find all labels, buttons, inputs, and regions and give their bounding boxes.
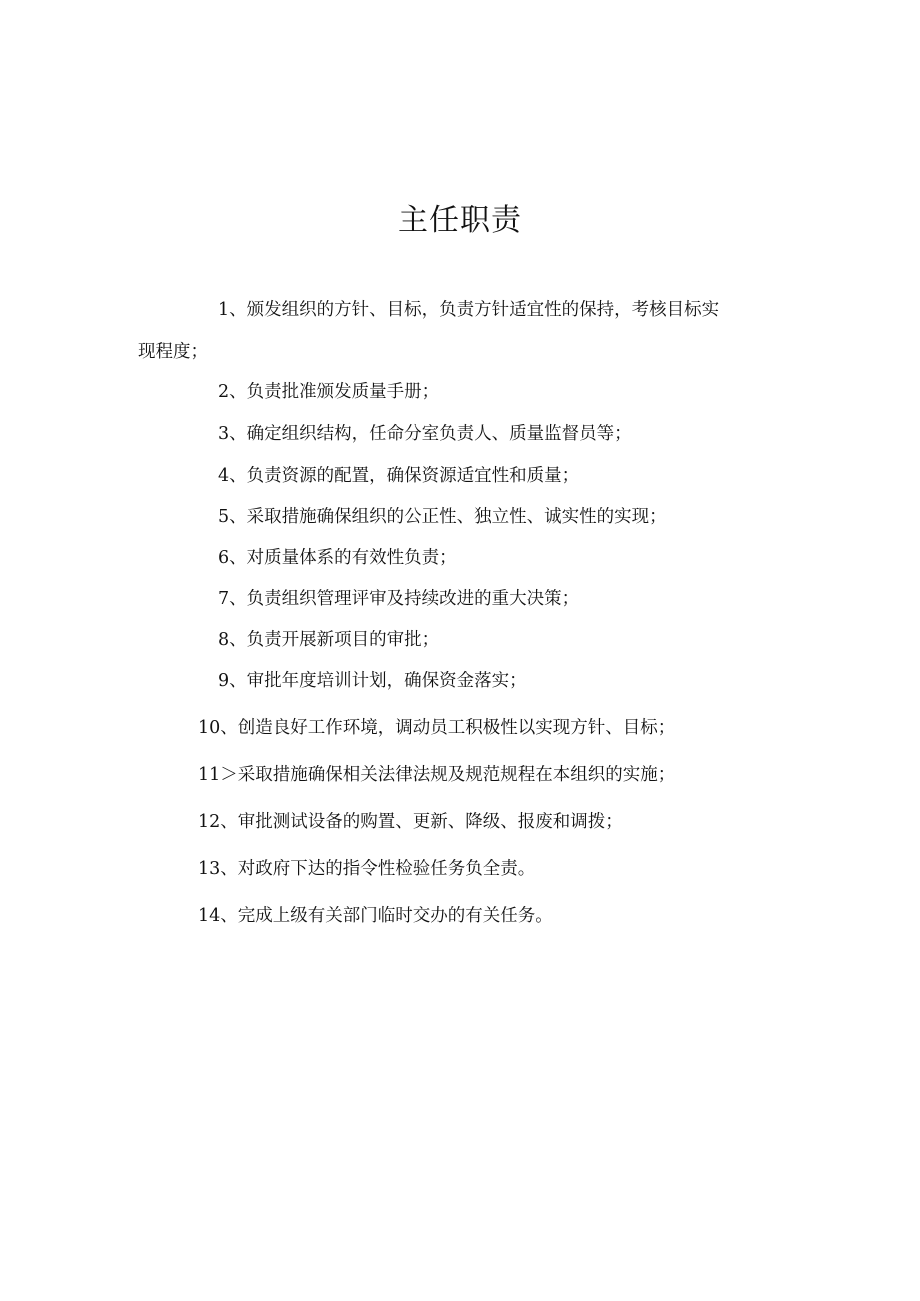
- list-item-text: 13、对政府下达的指令性检验任务负全责。: [198, 859, 536, 879]
- list-item-text-line2: 现程度；: [138, 342, 208, 362]
- list-item-text: 10、创造良好工作环境，调动员工积极性以实现方针、目标；: [198, 718, 676, 738]
- list-item-text-line1: 1、颁发组织的方针、目标，负责方针适宜性的保持，考核目标实: [218, 300, 720, 320]
- list-item-text: 11＞采取措施确保相关法律法规及规范规程在本组织的实施；: [198, 765, 676, 785]
- list-item-text: 2、负责批准颁发质量手册；: [218, 382, 440, 402]
- list-item-text: 3、确定组织结构，任命分室负责人、质量监督员等；: [218, 424, 632, 444]
- list-item-text: 12、审批测试设备的购置、更新、降级、报废和调拨；: [198, 812, 623, 832]
- page-title: 主任职责: [398, 203, 522, 238]
- list-item-text: 6、对质量体系的有效性负责；: [218, 548, 457, 568]
- list-item-text: 7、负责组织管理评审及持续改进的重大决策；: [218, 589, 580, 609]
- list-item-text: 14、完成上级有关部门临时交办的有关任务。: [198, 906, 553, 926]
- list-item-text: 8、负责开展新项目的审批；: [218, 630, 440, 650]
- list-item-text: 9、审批年度培训计划，确保资金落实；: [218, 671, 527, 691]
- list-item-text: 5、采取措施确保组织的公正性、独立性、诚实性的实现；: [218, 507, 667, 527]
- list-item-text: 4、负责资源的配置，确保资源适宜性和质量；: [218, 466, 580, 486]
